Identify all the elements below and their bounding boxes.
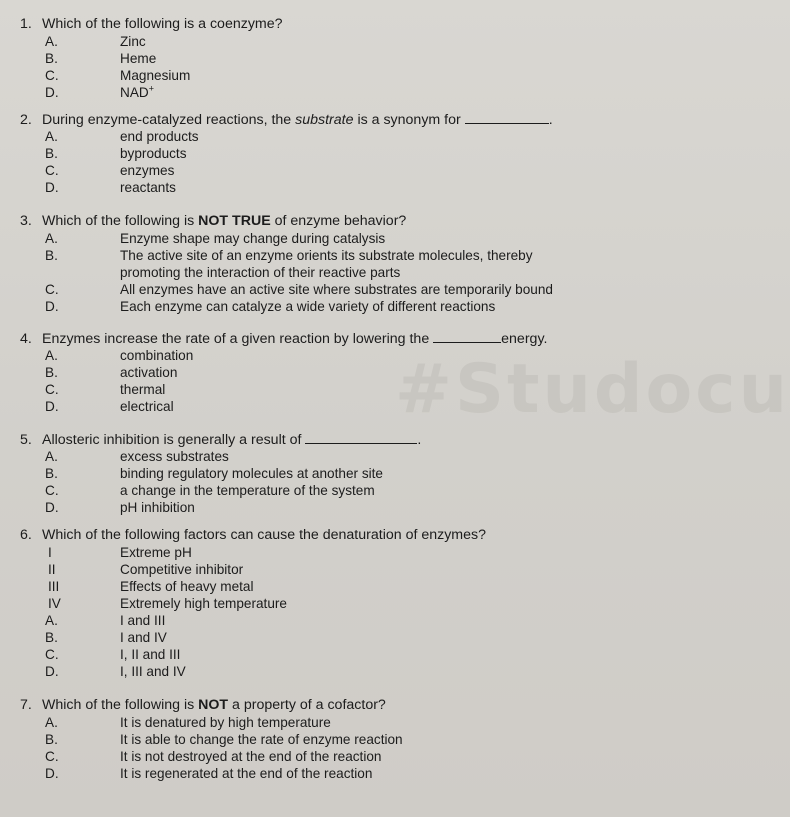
option-letter: C. <box>45 163 59 178</box>
option-letter: A. <box>45 348 58 363</box>
option-text: Enzyme shape may change during catalysis <box>120 231 386 246</box>
option-b <box>20 629 635 646</box>
question-stem <box>20 527 635 544</box>
option-text: Heme <box>120 51 157 66</box>
option-letter: D. <box>45 85 59 100</box>
option-letter: B. <box>45 51 58 66</box>
option-text: It is regenerated at the end of the reaction <box>120 766 373 781</box>
option-text: I and IV <box>120 630 167 645</box>
option-c <box>20 67 635 84</box>
option-d <box>20 663 635 680</box>
option-text: enzymes <box>120 163 175 178</box>
question-text-part: Which of the following is <box>42 213 199 229</box>
option-c <box>20 482 635 499</box>
option-d <box>20 499 635 516</box>
question-2 <box>20 111 635 196</box>
statement-iii <box>20 578 635 595</box>
statement-numeral: I <box>48 545 52 560</box>
question-text-part: a property of a cofactor? <box>228 697 386 713</box>
option-text: I and III <box>120 613 166 628</box>
question-text: Which of the following is a coenzyme? <box>42 16 283 32</box>
question-stem <box>20 213 635 230</box>
option-b <box>20 247 635 281</box>
option-text: combination <box>120 348 194 363</box>
question-stem <box>20 431 635 448</box>
option-letter: D. <box>45 180 59 195</box>
option-b <box>20 731 635 748</box>
option-text: It is not destroyed at the end of the reaction <box>120 749 382 764</box>
option-text-main: NAD <box>120 85 149 100</box>
option-c <box>20 381 635 398</box>
question-text-bold: NOT TRUE <box>198 213 271 229</box>
option-letter: A. <box>45 613 58 628</box>
option-text: I, III and IV <box>120 664 186 679</box>
statement-text: Extreme pH <box>120 545 192 560</box>
question-text-part: energy. <box>501 331 548 347</box>
question-text-part: Which of the following is <box>42 697 199 713</box>
question-1 <box>20 16 635 101</box>
option-text: All enzymes have an active site where substrates are temporarily bound <box>120 282 553 297</box>
option-d <box>20 179 635 196</box>
option-text: electrical <box>120 399 174 414</box>
statement-text: Extremely high temperature <box>120 596 287 611</box>
option-letter: C. <box>45 68 59 83</box>
statement-iv <box>20 595 635 612</box>
superscript-plus: + <box>148 83 154 94</box>
option-letter: D. <box>45 299 59 314</box>
option-text: binding regulatory molecules at another site <box>120 466 383 481</box>
option-text: Each enzyme can catalyze a wide variety of different reactions <box>120 299 496 314</box>
question-stem <box>20 330 635 347</box>
question-stem <box>20 16 635 33</box>
option-a <box>20 448 635 465</box>
answer-blank <box>433 330 501 343</box>
statement-text: Competitive inhibitor <box>120 562 244 577</box>
question-number: 5. <box>20 432 32 448</box>
option-text: Zinc <box>120 34 146 49</box>
option-text <box>120 84 635 101</box>
statement-numeral: III <box>48 579 60 594</box>
statement-ii <box>20 561 635 578</box>
watermark: #Studocu <box>395 350 790 429</box>
option-a <box>20 128 635 145</box>
option-d <box>20 765 635 782</box>
question-number: 1. <box>20 16 32 32</box>
question-7 <box>20 697 635 782</box>
question-3 <box>20 213 635 315</box>
option-letter: C. <box>45 483 59 498</box>
option-text: byproducts <box>120 146 187 161</box>
question-text-part: Enzymes increase the rate of a given reaction by lowering the <box>42 331 434 347</box>
option-a <box>20 33 635 50</box>
option-text: It is denatured by high temperature <box>120 715 331 730</box>
option-a <box>20 612 635 629</box>
option-text: thermal <box>120 382 166 397</box>
option-text: I, II and III <box>120 647 181 662</box>
option-letter: B. <box>45 630 58 645</box>
option-b <box>20 465 635 482</box>
question-4 <box>20 330 635 415</box>
option-text: It is able to change the rate of enzyme reaction <box>120 732 403 747</box>
option-text: excess substrates <box>120 449 229 464</box>
option-b <box>20 50 635 67</box>
option-letter: A. <box>45 231 58 246</box>
statement-numeral: IV <box>48 596 61 611</box>
option-letter: D. <box>45 500 59 515</box>
question-text-bold: NOT <box>198 697 229 713</box>
question-text-end: . <box>417 432 422 448</box>
answer-blank <box>465 111 549 124</box>
option-letter: A. <box>45 34 58 49</box>
question-6 <box>20 527 635 680</box>
option-letter: A. <box>45 129 58 144</box>
option-letter: C. <box>45 647 59 662</box>
option-a <box>20 714 635 731</box>
question-number: 3. <box>20 213 32 229</box>
question-stem <box>20 111 635 128</box>
option-a <box>20 347 635 364</box>
option-letter: A. <box>45 449 58 464</box>
question-number: 2. <box>20 112 32 128</box>
option-letter: B. <box>45 365 58 380</box>
option-d <box>20 298 635 315</box>
option-a <box>20 230 635 247</box>
option-text: end products <box>120 129 199 144</box>
option-letter: D. <box>45 399 59 414</box>
question-text: Which of the following factors can cause the denaturation of enzymes? <box>42 527 487 543</box>
question-stem <box>20 697 635 714</box>
option-c <box>20 281 635 298</box>
option-text: pH inhibition <box>120 500 195 515</box>
option-letter: B. <box>45 466 58 481</box>
question-number: 7. <box>20 697 32 713</box>
option-letter: C. <box>45 282 59 297</box>
option-letter: B. <box>45 248 58 263</box>
question-number: 6. <box>20 527 32 543</box>
option-d <box>20 398 635 415</box>
option-text: activation <box>120 365 178 380</box>
question-5 <box>20 431 635 516</box>
option-c <box>20 748 635 765</box>
option-letter: A. <box>45 715 58 730</box>
question-number: 4. <box>20 331 32 347</box>
option-letter: B. <box>45 146 58 161</box>
option-d <box>20 84 635 101</box>
option-b <box>20 145 635 162</box>
option-text: The active site of an enzyme orients its substrate molecules, thereby promoting the interaction of their reactive parts <box>120 248 533 280</box>
option-text: Magnesium <box>120 68 191 83</box>
statement-text: Effects of heavy metal <box>120 579 254 594</box>
question-text-part: Allosteric inhibition is generally a result of <box>42 432 306 448</box>
statement-i <box>20 544 635 561</box>
option-letter: C. <box>45 382 59 397</box>
option-c <box>20 646 635 663</box>
option-letter: D. <box>45 766 59 781</box>
question-text-part: of enzyme behavior? <box>270 213 407 229</box>
option-text: a change in the temperature of the system <box>120 483 375 498</box>
question-text-italic: substrate <box>295 112 354 128</box>
answer-blank <box>305 431 417 444</box>
question-text-end: . <box>548 112 553 128</box>
question-text-part: During enzyme-catalyzed reactions, the <box>42 112 296 128</box>
question-text-part: is a synonym for <box>353 112 465 128</box>
option-letter: C. <box>45 749 59 764</box>
option-c <box>20 162 635 179</box>
option-b <box>20 364 635 381</box>
option-letter: B. <box>45 732 58 747</box>
option-letter: D. <box>45 664 59 679</box>
option-text: reactants <box>120 180 176 195</box>
statement-numeral: II <box>48 562 56 577</box>
